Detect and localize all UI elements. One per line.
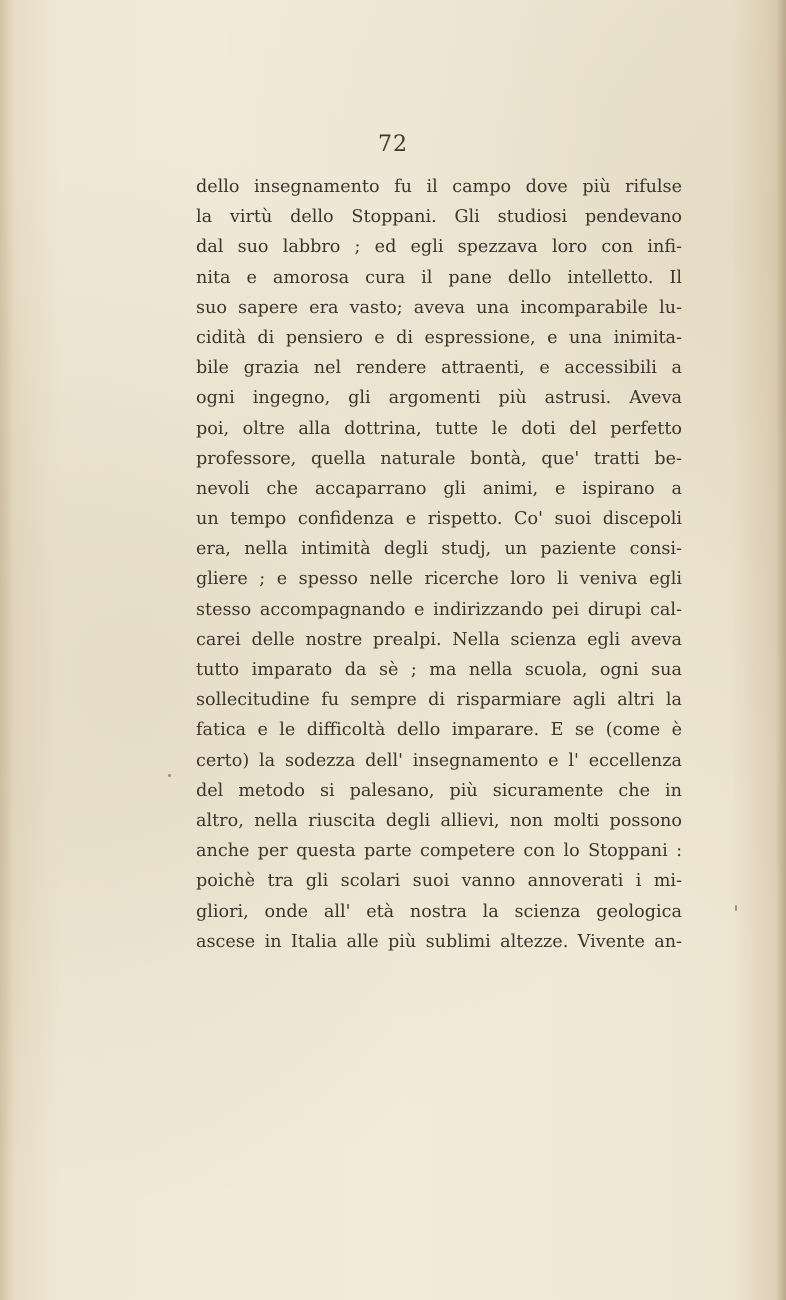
paper-speck — [168, 774, 171, 777]
text-line: bile grazia nel rendere attraenti, e accessibili a — [196, 358, 682, 379]
text-line: ascese in Italia alle più sublimi altezze. Vivente an- — [196, 931, 682, 952]
binding-shadow — [0, 0, 14, 1300]
text-line: nevoli che accaparrano gli animi, e ispirano a — [196, 478, 682, 499]
text-line: altro, nella riuscita degli allievi, non molti possono — [196, 810, 682, 831]
text-line: stesso accompagnando e indirizzando pei dirupi cal- — [196, 599, 682, 620]
page-number: 72 — [378, 132, 408, 157]
text-line: tutto imparato da sè ; ma nella scuola, ogni sua — [196, 660, 682, 680]
text-line: suo sapere era vasto; aveva una incomparabile lu- — [196, 297, 682, 318]
text-line: era, nella intimità degli studj, un paziente consi- — [196, 539, 682, 560]
text-line: certo) la sodezza dell' insegnamento e l' eccellenza — [196, 750, 682, 771]
text-line: poi, oltre alla dottrina, tutte le doti del perfetto — [196, 418, 682, 439]
text-line: professore, quella naturale bontà, que' tratti be- — [196, 448, 682, 469]
text-line: anche per questa parte competere con lo Stoppani : — [196, 841, 682, 862]
text-line: cidità di pensiero e di espressione, e una inimita- — [196, 327, 682, 348]
text-line: dal suo labbro ; ed egli spezzava loro con infi- — [196, 237, 682, 258]
text-line: poichè tra gli scolari suoi vanno annoverati i mi- — [196, 871, 682, 892]
text-line: carei delle nostre prealpi. Nella scienza egli aveva — [196, 629, 682, 650]
text-line: del metodo si palesano, più sicuramente che in — [196, 780, 682, 801]
text-line: fatica e le difficoltà dello imparare. E se (come è — [196, 720, 682, 741]
text-line: nita e amorosa cura il pane dello intelletto. Il — [196, 267, 682, 288]
page-edge-shadow — [776, 0, 786, 1300]
text-line: gliori, onde all' età nostra la scienza geologica — [196, 901, 682, 922]
text-line: un tempo confidenza e rispetto. Co' suoi discepoli — [196, 509, 682, 530]
text-line: gliere ; e spesso nelle ricerche loro li veniva egli — [196, 569, 682, 590]
text-line: dello insegnamento fu il campo dove più rifulse — [196, 177, 682, 197]
text-line: sollecitudine fu sempre di risparmiare agli altri la — [196, 690, 682, 711]
text-line: ogni ingegno, gli argomenti più astrusi. Aveva — [196, 388, 682, 409]
paper-speck — [735, 905, 737, 911]
text-line: la virtù dello Stoppani. Gli studiosi pendevano — [196, 207, 682, 228]
body-text — [196, 172, 682, 957]
